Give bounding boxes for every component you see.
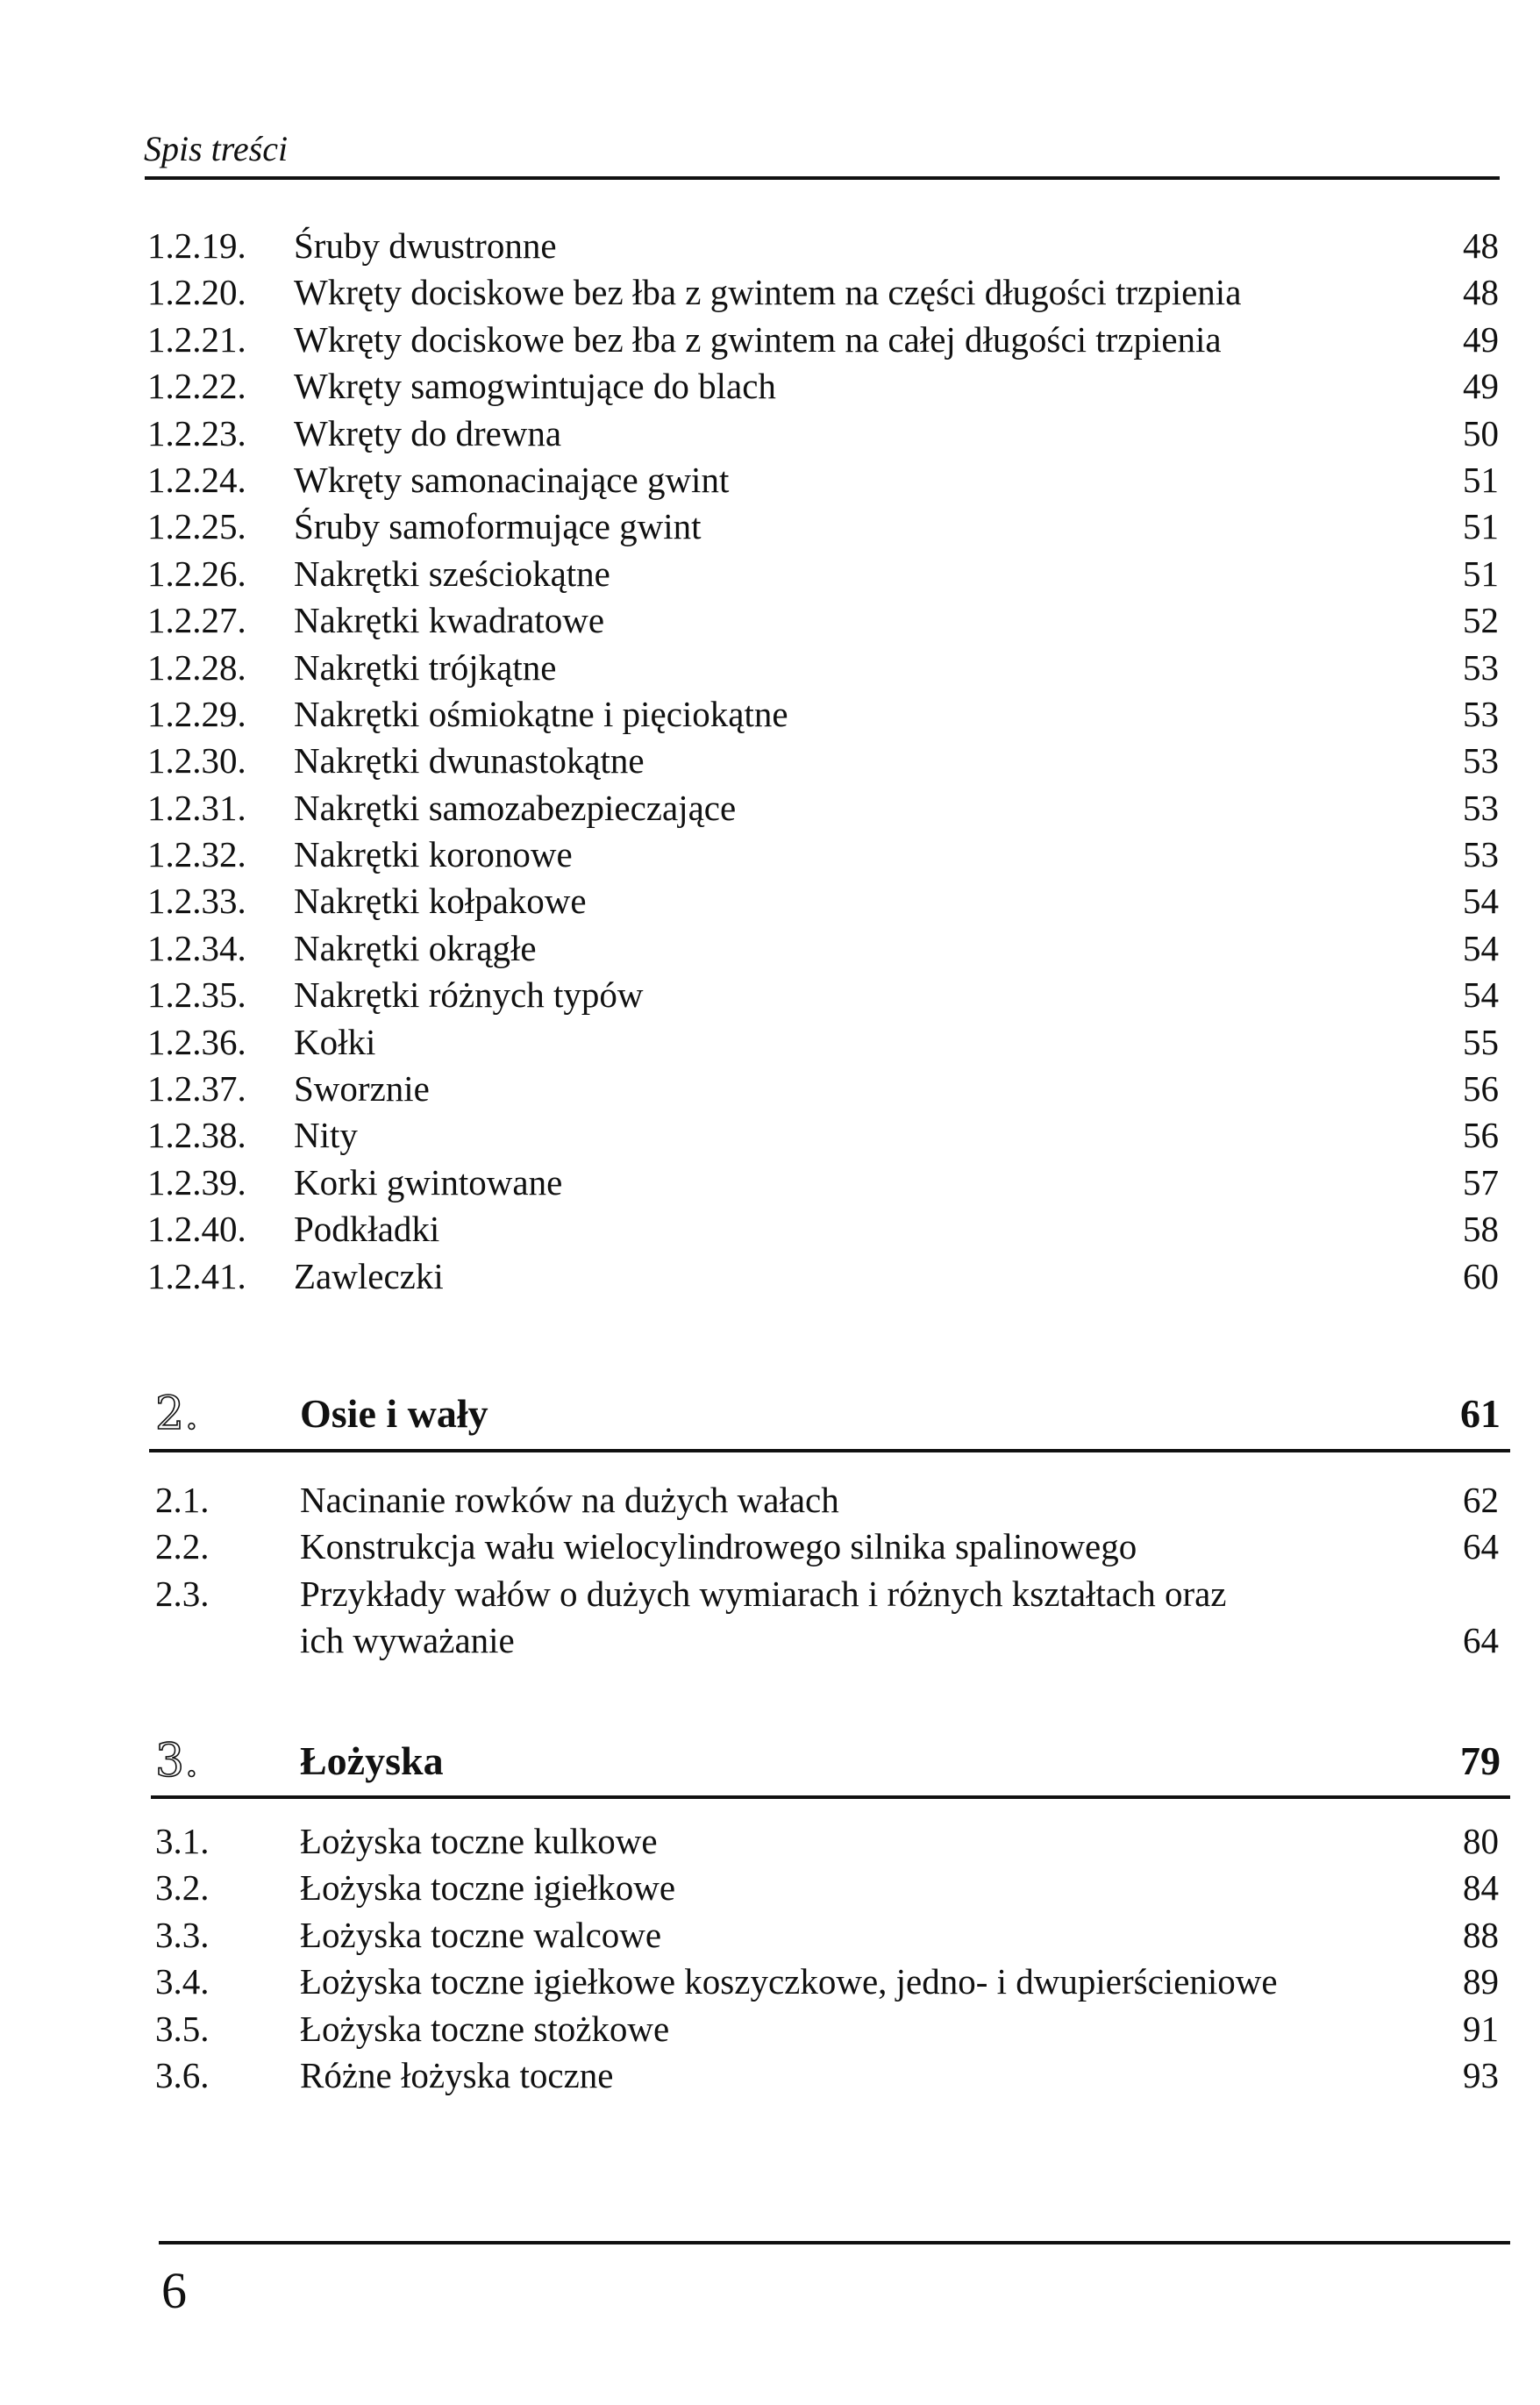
toc-entry[interactable]	[0, 503, 1540, 550]
entry-number: 1.2.32.	[147, 834, 246, 875]
entry-title: Nakrętki samozabezpieczające	[294, 787, 737, 828]
entry-page: 51	[1463, 459, 1499, 500]
toc-chapter-2-list	[0, 1477, 1540, 1665]
entry-title: Nakrętki ośmiokątne i pięciokątne	[294, 693, 788, 734]
entry-title: Śruby dwustronne	[294, 225, 557, 266]
entry-title: Zawleczki	[294, 1255, 444, 1296]
toc-entry[interactable]	[0, 1066, 1540, 1112]
entry-number: 1.2.34.	[147, 927, 246, 968]
entry-page: 89	[1463, 1961, 1499, 2002]
toc-entry[interactable]	[0, 878, 1540, 924]
toc-entry[interactable]	[0, 223, 1540, 269]
entry-page: 54	[1463, 927, 1499, 968]
entry-number: 3.2.	[155, 1867, 210, 1909]
entry-page: 55	[1463, 1021, 1499, 1062]
entry-title: Nakrętki okrągłe	[294, 927, 537, 968]
entry-number: 1.2.20.	[147, 272, 246, 313]
toc-entry[interactable]	[0, 738, 1540, 784]
toc-entry[interactable]	[0, 597, 1540, 644]
chapter-heading-3[interactable]	[0, 1735, 1540, 1788]
toc-entry[interactable]	[0, 1160, 1540, 1206]
entry-page: 51	[1463, 553, 1499, 594]
chapter-number: 3.	[155, 1735, 199, 1788]
toc-entry[interactable]	[0, 457, 1540, 503]
entry-title: Łożyska toczne igiełkowe koszyczkowe, jedno- i dwupierścieniowe	[300, 1961, 1278, 2002]
entry-number: 1.2.25.	[147, 506, 246, 547]
entry-page: 54	[1463, 881, 1499, 922]
entry-number: 1.2.26.	[147, 553, 246, 594]
entry-number: 1.2.38.	[147, 1115, 246, 1156]
entry-page: 88	[1463, 1914, 1499, 1955]
entry-title: Śruby samoformujące gwint	[294, 506, 702, 547]
entry-page: 48	[1463, 272, 1499, 313]
entry-number: 1.2.35.	[147, 974, 246, 1016]
entry-page: 49	[1463, 318, 1499, 360]
chapter-number: 2.	[155, 1388, 199, 1440]
entry-title: Wkręty samonacinające gwint	[294, 459, 730, 500]
entry-title: Wkręty samogwintujące do blach	[294, 366, 776, 407]
entry-title: Przykłady wałów o dużych wymiarach i różnych kształtach oraz ich wyważanie	[300, 1573, 1227, 1661]
toc-chapter-3-list	[0, 1818, 1540, 2099]
toc-entry[interactable]	[0, 645, 1540, 691]
chapter-page: 79	[1460, 1738, 1501, 1783]
entry-title: Nakrętki kołpakowe	[294, 881, 587, 922]
entry-page: 57	[1463, 1161, 1499, 1202]
entry-page: 60	[1463, 1255, 1499, 1296]
chapter-3-rule	[151, 1795, 1510, 1799]
entry-page: 84	[1463, 1867, 1499, 1909]
entry-number: 1.2.41.	[147, 1255, 246, 1296]
entry-page: 91	[1463, 2008, 1499, 2049]
entry-number: 3.1.	[155, 1821, 210, 1861]
toc-entry[interactable]	[0, 1477, 1540, 1524]
entry-number: 1.2.37.	[147, 1068, 246, 1110]
entry-title: Podkładki	[294, 1209, 440, 1250]
entry-number: 1.2.23.	[147, 412, 246, 453]
toc-entry[interactable]	[0, 925, 1540, 972]
chapter-title: Łożyska	[300, 1738, 444, 1783]
entry-number: 3.6.	[155, 2054, 210, 2095]
entry-page: 56	[1463, 1115, 1499, 1156]
entry-number: 3.4.	[155, 1961, 210, 2002]
toc-section-1-2	[0, 223, 1540, 1300]
toc-entry[interactable]	[0, 691, 1540, 738]
entry-page: 48	[1463, 225, 1499, 266]
entry-number: 1.2.27.	[147, 600, 246, 641]
entry-page: 53	[1463, 740, 1499, 781]
entry-title: Wkręty dociskowe bez łba z gwintem na całej długości trzpienia	[294, 318, 1222, 360]
toc-entry[interactable]	[0, 1206, 1540, 1252]
entry-page: 56	[1463, 1068, 1499, 1110]
chapter-heading-2[interactable]	[0, 1388, 1540, 1440]
entry-title: Nakrętki kwadratowe	[294, 600, 605, 641]
entry-title: Nakrętki różnych typów	[294, 974, 644, 1016]
entry-number: 1.2.31.	[147, 787, 246, 828]
entry-page: 93	[1463, 2054, 1499, 2095]
toc-entry[interactable]	[0, 317, 1540, 363]
entry-page: 53	[1463, 693, 1499, 734]
entry-number: 2.3.	[155, 1573, 210, 1614]
entry-page: 64	[1463, 1620, 1499, 1661]
entry-page: 50	[1463, 412, 1499, 453]
entry-title: Różne łożyska toczne	[300, 2054, 614, 2095]
toc-entry[interactable]	[0, 1865, 1540, 1911]
entry-title: Łożyska toczne stożkowe	[300, 2008, 670, 2049]
toc-entry[interactable]	[0, 972, 1540, 1018]
toc-entry[interactable]	[0, 831, 1540, 878]
entry-page: 51	[1463, 506, 1499, 547]
entry-title: Łożyska toczne kulkowe	[300, 1821, 658, 1861]
entry-page: 52	[1463, 600, 1499, 641]
toc-entry[interactable]	[0, 1112, 1540, 1159]
entry-title: Nacinanie rowków na dużych wałach	[300, 1480, 839, 1520]
entry-number: 1.2.30.	[147, 740, 246, 781]
toc-entry[interactable]	[0, 2052, 1540, 2099]
entry-page: 53	[1463, 787, 1499, 828]
entry-number: 1.2.28.	[147, 646, 246, 688]
toc-entry[interactable]	[0, 269, 1540, 316]
entry-title: Nity	[294, 1115, 358, 1156]
toc-entry[interactable]	[0, 1818, 1540, 1865]
entry-number: 1.2.33.	[147, 881, 246, 922]
entry-number: 1.2.29.	[147, 693, 246, 734]
chapter-2-rule	[149, 1449, 1510, 1452]
toc-entry[interactable]	[0, 785, 1540, 831]
toc-entry[interactable]	[0, 410, 1540, 457]
entry-page: 53	[1463, 834, 1499, 875]
toc-entry[interactable]	[0, 551, 1540, 597]
entry-number: 1.2.40.	[147, 1209, 246, 1250]
toc-entry[interactable]	[0, 1912, 1540, 1959]
entry-number: 1.2.24.	[147, 459, 246, 500]
running-head-title: Spis treści	[144, 129, 289, 168]
entry-page: 62	[1463, 1480, 1499, 1520]
toc-entry[interactable]	[0, 363, 1540, 410]
entry-number: 2.2.	[155, 1526, 210, 1567]
entry-number: 1.2.22.	[147, 366, 246, 407]
chapter-page: 61	[1460, 1391, 1501, 1436]
entry-title: Nakrętki dwunastokątne	[294, 740, 645, 781]
entry-title: Kołki	[294, 1021, 376, 1062]
chapter-title: Osie i wały	[300, 1391, 488, 1436]
entry-number: 2.1.	[155, 1480, 210, 1520]
toc-entry[interactable]	[0, 1253, 1540, 1300]
header-rule	[145, 176, 1500, 180]
entry-title: Nakrętki sześciokątne	[294, 553, 610, 594]
entry-number: 1.2.21.	[147, 318, 246, 360]
entry-title: Sworznie	[294, 1068, 430, 1110]
entry-page: 58	[1463, 1209, 1499, 1250]
entry-title: Nakrętki trójkątne	[294, 646, 557, 688]
entry-title: Konstrukcja wału wielocylindrowego silnika spalinowego	[300, 1526, 1137, 1567]
entry-title: Łożyska toczne walcowe	[300, 1914, 662, 1955]
entry-number: 1.2.39.	[147, 1161, 246, 1202]
page-number: 6	[161, 2262, 187, 2319]
entry-page: 49	[1463, 366, 1499, 407]
entry-title: Wkręty do drewna	[294, 412, 562, 453]
toc-entry[interactable]	[0, 2006, 1540, 2052]
entry-page: 80	[1463, 1821, 1499, 1861]
entry-page: 64	[1463, 1526, 1499, 1567]
entry-title: Łożyska toczne igiełkowe	[300, 1867, 676, 1909]
entry-title: Nakrętki koronowe	[294, 834, 573, 875]
entry-page: 54	[1463, 974, 1499, 1016]
entry-number: 1.2.36.	[147, 1021, 246, 1062]
toc-entry[interactable]	[0, 1524, 1540, 1570]
entry-number: 1.2.19.	[147, 225, 246, 266]
toc-entry[interactable]	[0, 1571, 1540, 1665]
entry-title: Wkręty dociskowe bez łba z gwintem na części długości trzpienia	[294, 272, 1242, 313]
entry-number: 3.3.	[155, 1914, 210, 1955]
footer-rule	[159, 2241, 1510, 2244]
entry-number: 3.5.	[155, 2008, 210, 2049]
entry-page: 53	[1463, 646, 1499, 688]
toc-entry[interactable]	[0, 1959, 1540, 2005]
toc-entry[interactable]	[0, 1019, 1540, 1066]
entry-title: Korki gwintowane	[294, 1161, 563, 1202]
